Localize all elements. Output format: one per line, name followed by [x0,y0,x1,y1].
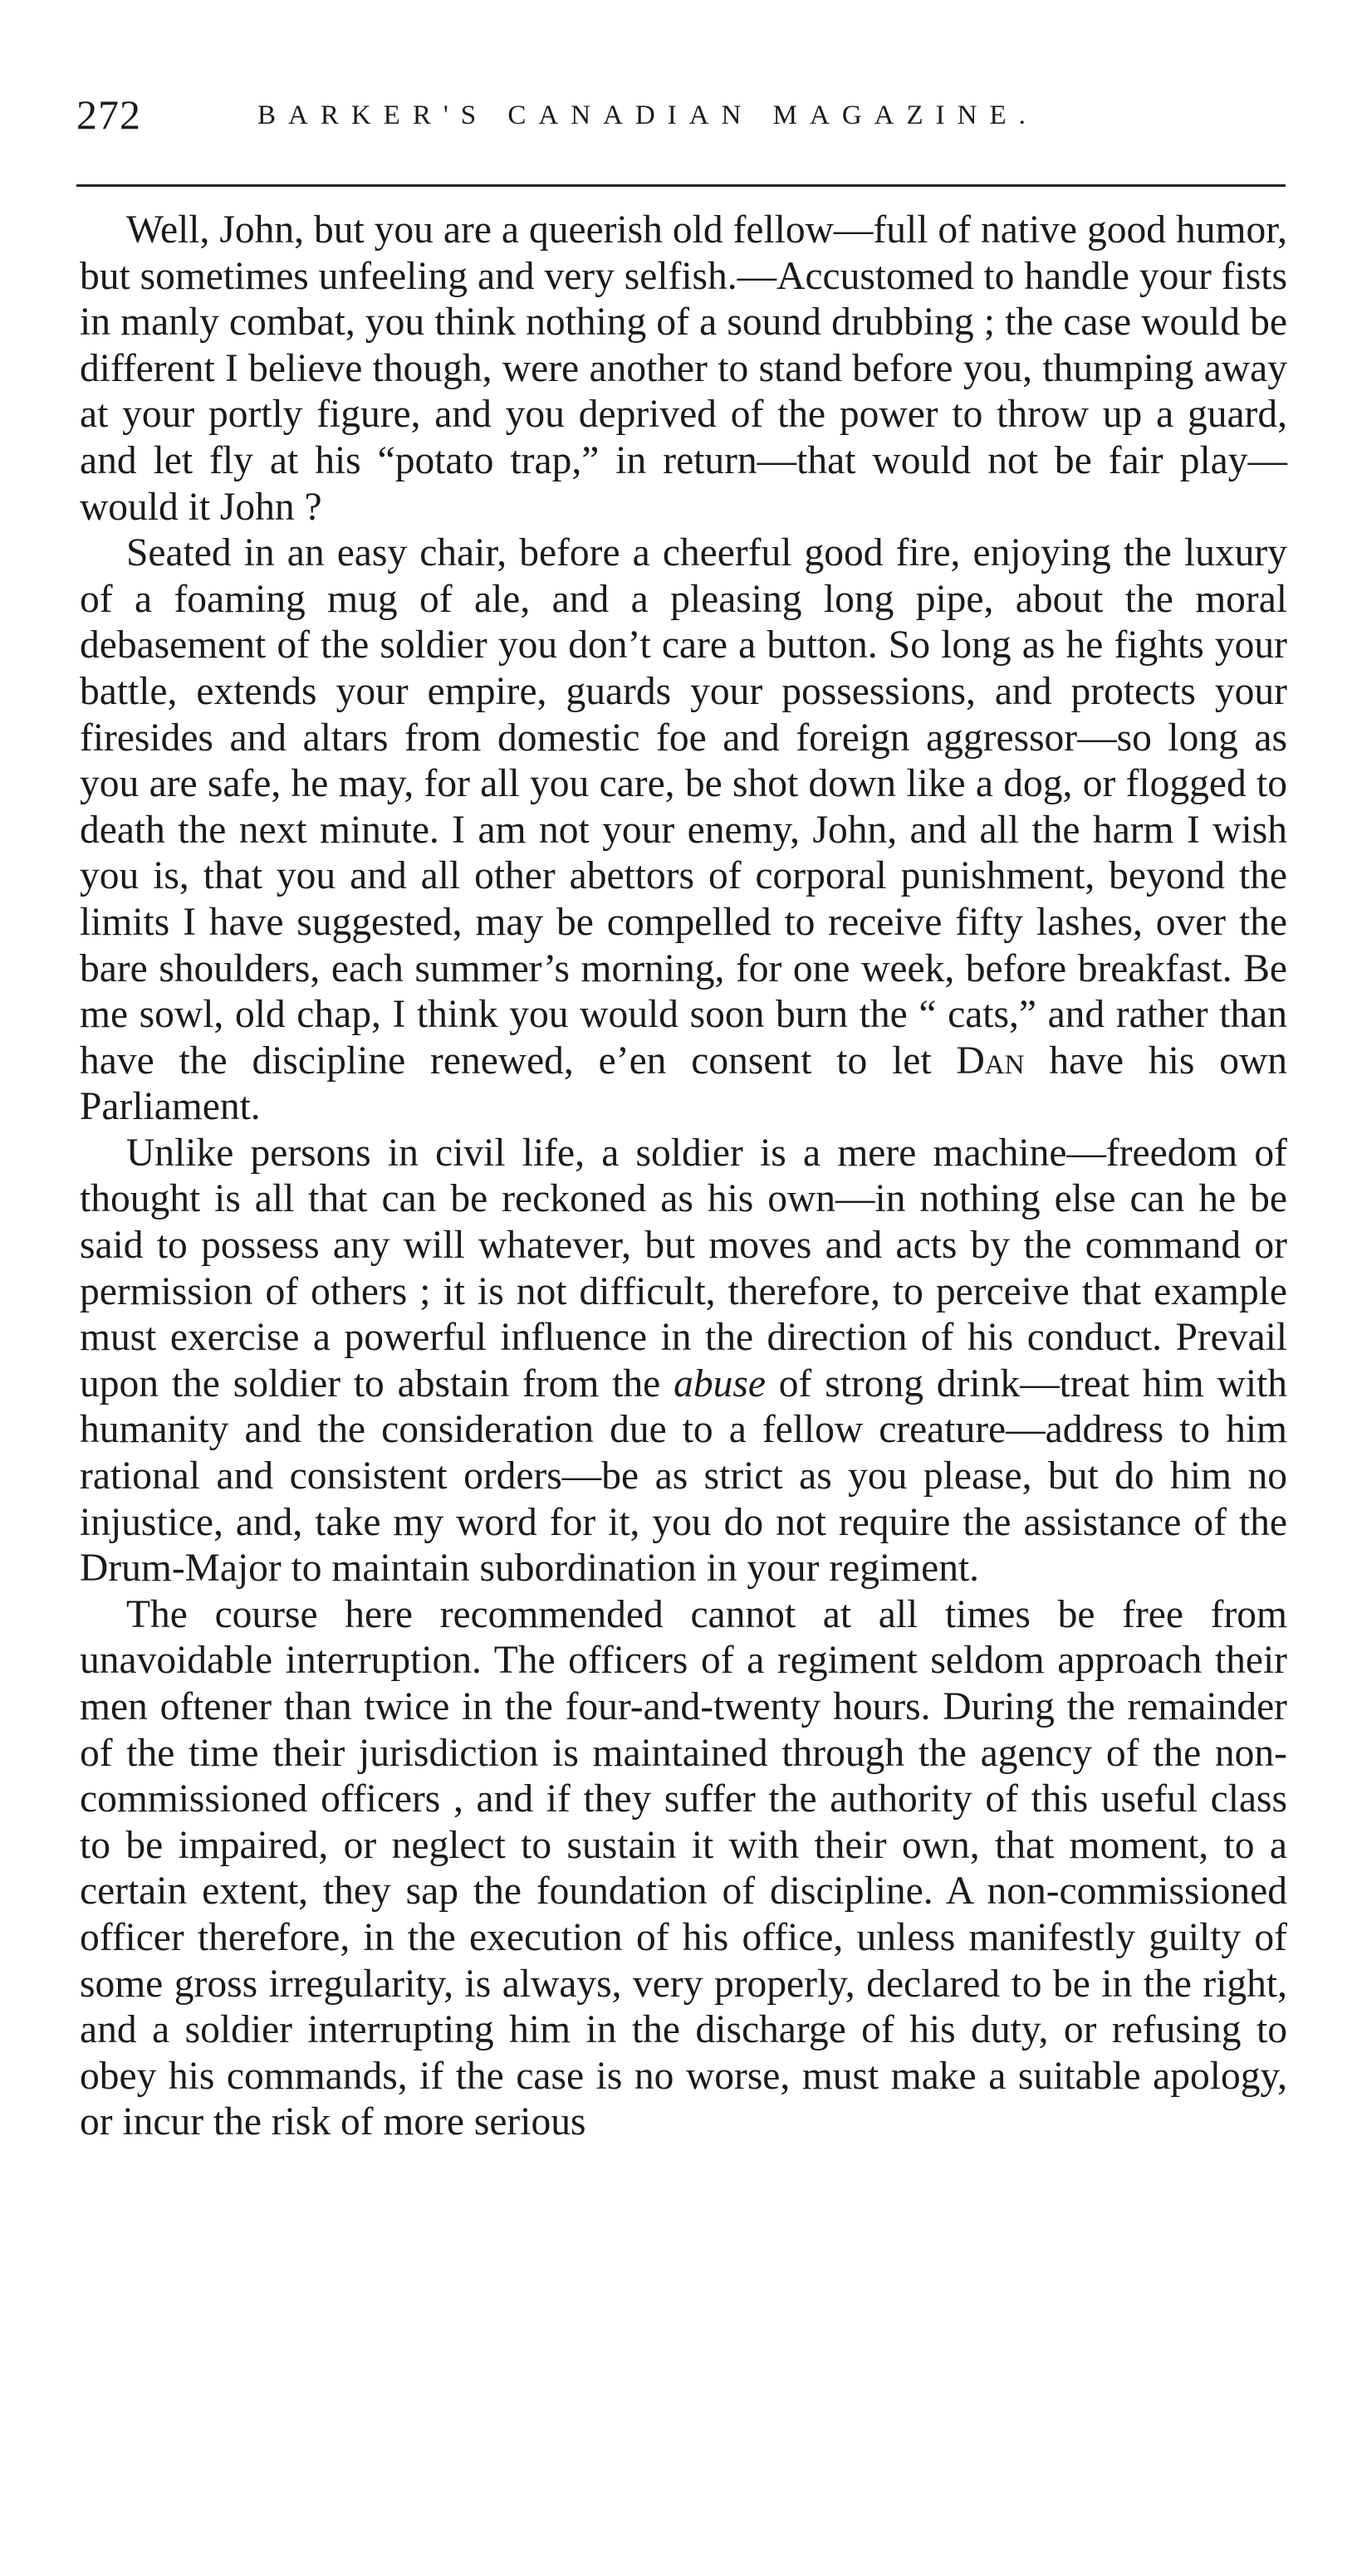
paragraph-text: Seated in an easy chair, before a cheerful good fire, enjoying the luxury of a foaming mug of ale, and a pleasing long pipe, about the moral debasement of the soldier you don’t care a button. So long as he fights your battle, extends your empire, guards your possessions, and protects your firesides and altars from domestic foe and foreign aggressor—so long as you are safe, he may, for all you care, be shot down like a dog, or flogged to death the next minute. I am not your enemy, John, and all the harm I wish you is, that you and all other abettors of corporal punishment, beyond the limits I have suggested, may be compelled to receive fifty lashes, over the bare shoulders, each summer’s morning, for one week, before breakfast. Be me sowl, old chap, I think you would soon burn the “ cats,” and rather than have the discipline renewed, e’en consent to let [80,531,1287,1083]
header-rule [76,184,1286,187]
paragraph-text: Well, John, but you are a queerish old fellow—full of native good humor, but sometimes unfeeling and very selfish.—Accustomed to handle your fists in manly combat, you think nothing of a sound drubbing ; the case would be different I believe though, were another to stand before you, thumping away at your portly figure, and you deprived of the power to throw up a guard, and let fly at his “potato trap,” in return—that would not be fair play—would it John ? [80,208,1287,529]
page-number: 272 [76,91,141,138]
paragraph-text-tail: of strong drink—treat him with humanity and the consideration due to a fellow creature—address to him rational and consistent orders—be as strict as you please, but do him no injustice, and, take my word for it, you do not require the assistance of the Drum-Major to maintain subordination in your regiment. [80,1361,1287,1591]
paragraph-text-tail: have his own Parliament. [80,1039,1287,1129]
article-body [80,208,1287,2146]
paragraph-text: Unlike persons in civil life, a soldier is a mere machine—freedom of thought is all that can be reckoned as his own—in nothing else can he be said to possess any will whatever, but moves and acts by the command or permission of others ; it is not difficult, therefore, to perceive that example must exercise a powerful influence in the direction of his conduct. Prevail upon the soldier to abstain from the [80,1131,1287,1405]
paragraph-soldier-machine [80,1131,1287,1592]
running-head [76,90,1289,148]
paragraph-john-queerish [80,208,1287,530]
small-caps-name: Dan [956,1039,1025,1083]
magazine-title: BARKER'S CANADIAN MAGAZINE. [257,100,1038,130]
italic-emphasis: abuse [674,1361,766,1405]
paragraph-text: The course here recommended cannot at all times be free from unavoidable interruption. The officers of a regiment seldom approach their men oftener than twice in the four-and-twenty hours. During the remainder of the time their jurisdiction is maintained through the agency of the non-commissioned officers , and if they suffer the authority of this useful class to be impaired, or neglect to sustain it with their own, that moment, to a certain extent, they sap the foundation of discipline. A non-commissioned officer therefore, in the execution of his office, unless manifestly guilty of some gross irregularity, is always, very properly, declared to be in the right, and a soldier interrupting him in the discharge of his duty, or refusing to obey his commands, if the case is no worse, must make a suitable apology, or incur the risk of more serious [80,1592,1287,2144]
paragraph-easy-chair [80,530,1287,1131]
paragraph-course-recommended [80,1592,1287,2146]
